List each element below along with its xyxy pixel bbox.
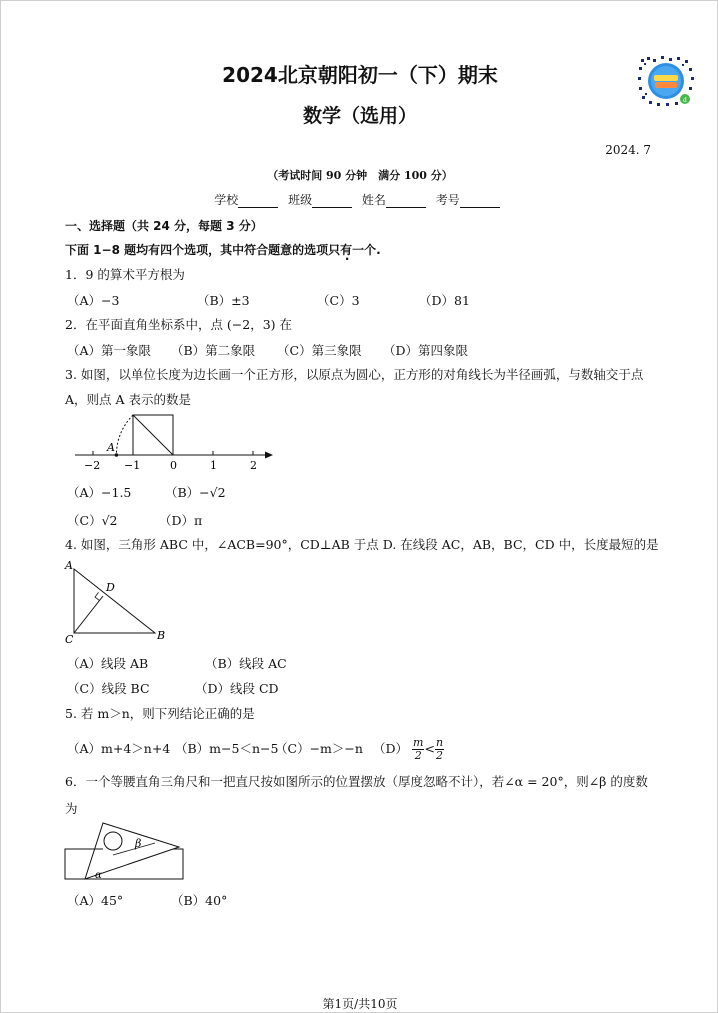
exam-date: 2024. 7 (605, 143, 651, 157)
exam-time-note: （考试时间 90 分钟 满分 100 分） (267, 169, 453, 182)
page-title: 2024北京朝阳初一（下）期末 (222, 63, 498, 87)
emphasis-text: 只有一个 (328, 243, 377, 257)
number-line-figure (67, 405, 277, 475)
q3-option-c[interactable]: （C）√2 (67, 513, 118, 528)
point-d-label: D (106, 581, 115, 594)
q3-option-d[interactable]: （D）π (159, 513, 203, 528)
point-a-label: A (107, 441, 115, 454)
page-footer: 第1页/共10页 (322, 997, 398, 1011)
question-1-options (67, 291, 470, 309)
right-triangle-figure (61, 557, 173, 645)
info-label-name: 姓名 (361, 193, 386, 207)
q3-option-b[interactable]: （B）−√2 (165, 485, 226, 500)
info-label-school: 学校 (214, 193, 239, 207)
angle-alpha-label: α (95, 870, 102, 881)
fraction-m-over-2: $\frac{m}{2}$ (413, 736, 424, 762)
student-info-row (1, 191, 718, 208)
tick-label-2: 2 (250, 459, 257, 472)
question-5-options (67, 737, 444, 762)
q1-option-c[interactable]: （C）3 (317, 293, 360, 308)
question-4-options-row1 (67, 654, 287, 672)
q1-option-a[interactable]: （A）−3 (67, 293, 120, 308)
question-3-stem-cont: A，则点 A 表示的数是 (65, 392, 192, 407)
q6-option-a[interactable]: （A）45° (67, 893, 124, 908)
q2-option-c[interactable]: （C）第三象限 (277, 343, 362, 358)
question-3-options-row1 (67, 483, 226, 501)
tick-label-minus-1: −1 (124, 459, 141, 472)
q1-option-b[interactable]: （B）±3 (197, 293, 250, 308)
q2-option-a[interactable]: （A）第一象限 (67, 343, 152, 358)
angle-beta-label: β (135, 837, 142, 850)
q4-option-c[interactable]: （C）线段 BC (67, 681, 150, 696)
question-1-stem: 1．9 的算术平方根为 (65, 267, 185, 282)
fraction-n-over-2: $\frac{n}{2}$ (435, 736, 444, 762)
section-instruction: 下面 1−8 题均有四个选项，其中符合题意的选项只有一个. (65, 243, 381, 257)
q4-option-b[interactable]: （B）线段 AC (205, 656, 287, 671)
question-3-stem: 3. 如图，以单位长度为边长画一个正方形，以原点为圆心，正方形的对角线长为半径画弧，与数轴交于点 (65, 367, 644, 382)
info-label-class: 班级 (288, 193, 313, 207)
q5-option-a[interactable]: （A）m+4＞n+4 (67, 741, 171, 756)
id-blank[interactable] (460, 195, 500, 208)
question-4-stem: 4. 如图，三角形 ABC 中，∠ACB=90°，CD⊥AB 于点 D. 在线段 AC，AB，BC，CD 中，长度最短的是 (65, 537, 659, 552)
question-5-stem: 5. 若 m＞n，则下列结论正确的是 (65, 706, 255, 721)
q2-option-d[interactable]: （D）第四象限 (383, 343, 469, 358)
q5-option-c[interactable]: （C）−m＞−n (275, 741, 363, 756)
name-blank[interactable] (386, 195, 426, 208)
section-heading: 一、选择题（共 24 分，每题 3 分） (65, 219, 263, 233)
question-4-options-row2 (67, 679, 279, 697)
q5-option-b[interactable]: （B）m−5＜n−5 (175, 741, 279, 756)
q5-option-d[interactable]: （D） $\frac{m}{2}$ < $\frac{n}{2}$ (373, 736, 444, 762)
q4-option-d[interactable]: （D）线段 CD (195, 681, 279, 696)
svg-text:d: d (683, 97, 687, 104)
triangle-ruler-figure (63, 819, 187, 883)
class-blank[interactable] (312, 195, 352, 208)
q6-option-b[interactable]: （B）40° (171, 893, 228, 908)
school-blank[interactable] (238, 195, 278, 208)
question-2-stem: 2．在平面直角坐标系中，点 (−2，3) 在 (65, 317, 293, 332)
question-2-options (67, 341, 468, 359)
info-label-id: 考号 (435, 193, 460, 207)
q4-option-a[interactable]: （A）线段 AB (67, 656, 149, 671)
q3-option-a[interactable]: （A）−1.5 (67, 485, 132, 500)
q1-option-d[interactable]: （D）81 (419, 293, 470, 308)
question-6-options (67, 891, 227, 909)
vertex-b-label: B (157, 629, 166, 642)
page-subtitle: 数学（选用） (302, 105, 417, 127)
vertex-c-label: C (65, 633, 74, 645)
question-6-stem-cont: 为 (65, 801, 78, 816)
q2-option-b[interactable]: （B）第二象限 (171, 343, 256, 358)
question-6-stem: 6．一个等腰直角三角尺和一把直尺按如图所示的位置摆放（厚度忽略不计），若∠α = 20°，则∠β 的度数 (65, 774, 648, 789)
tick-label-1: 1 (210, 459, 217, 472)
vertex-a-label: A (65, 559, 73, 572)
question-3-options-row2 (67, 511, 202, 529)
tick-label-0: 0 (170, 459, 177, 472)
tick-label-minus-2: −2 (84, 459, 101, 472)
